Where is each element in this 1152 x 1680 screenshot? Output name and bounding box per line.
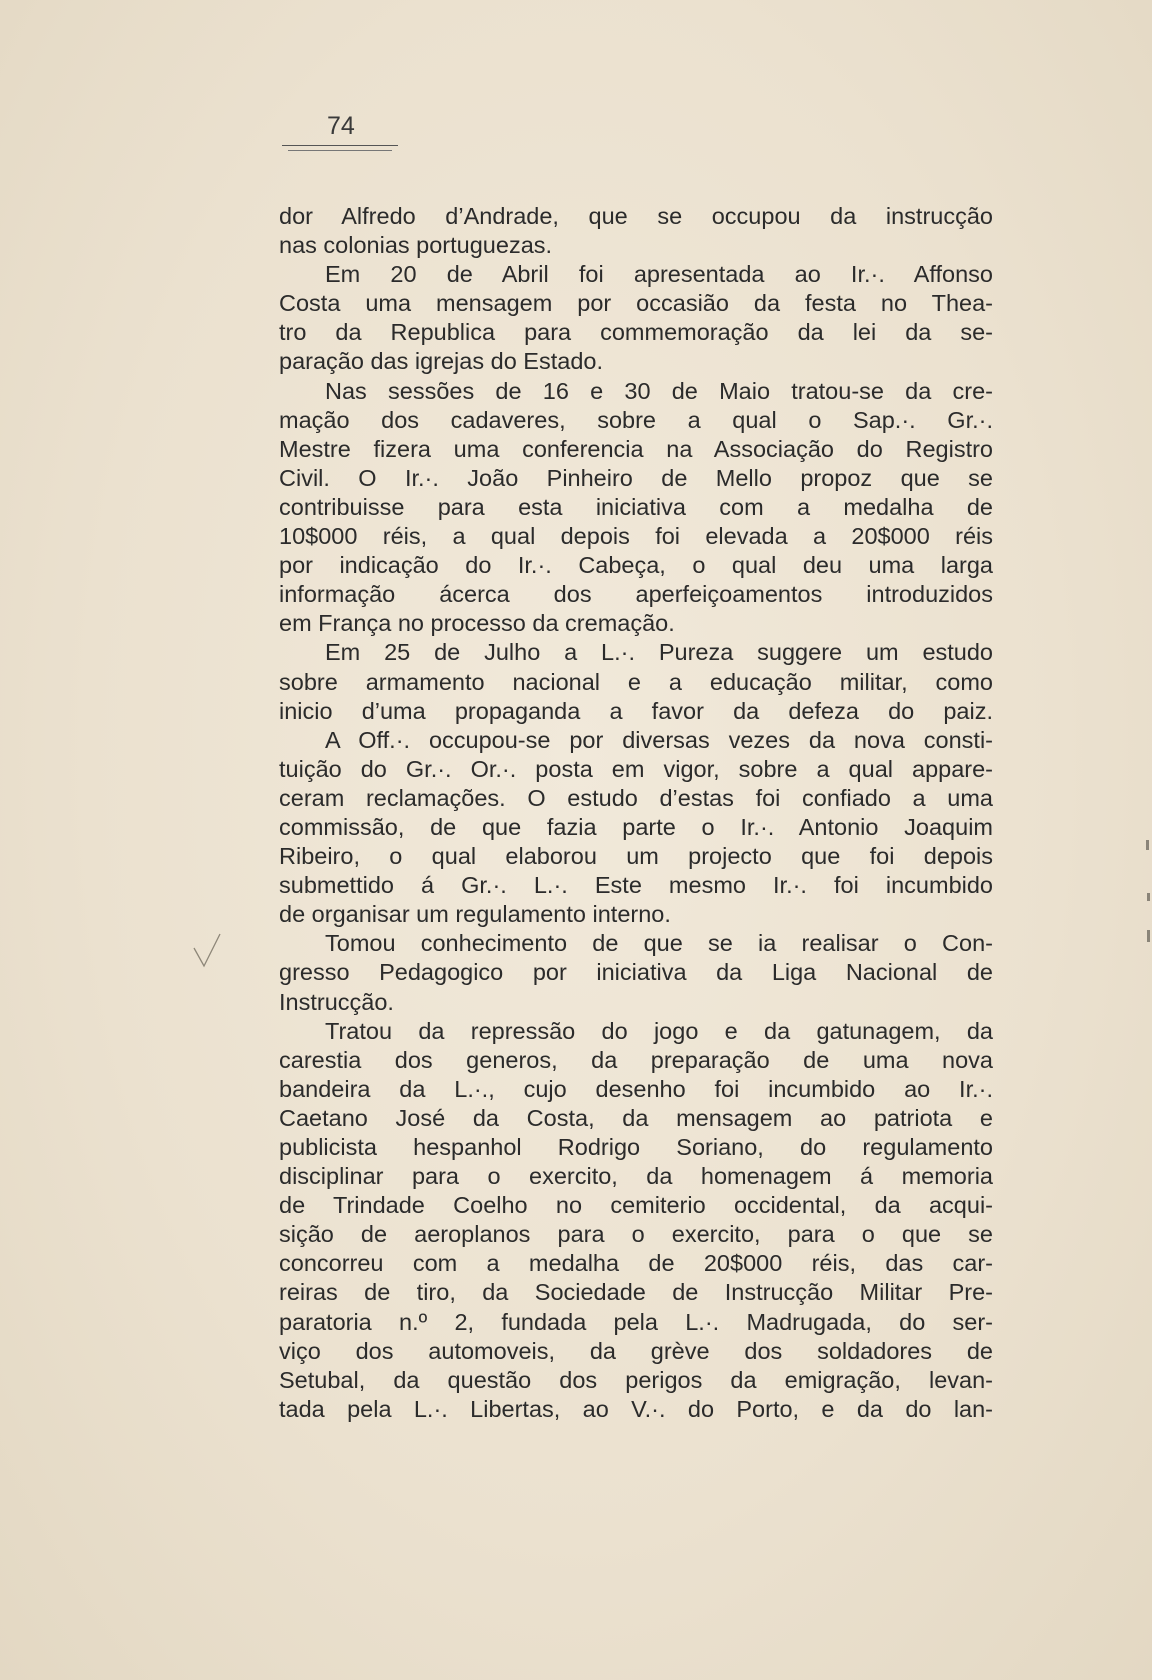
page-number: 74: [327, 112, 355, 140]
text-line: Instrucção.: [279, 988, 394, 1015]
edge-mark: [1146, 840, 1149, 850]
text-line: em França no processo da cremação.: [279, 610, 675, 637]
text-line: viço dos automoveis, da grève dos soldadores de: [279, 1337, 993, 1364]
text-line: concorreu com a medalha de 20$000 réis, das car-: [279, 1250, 993, 1277]
text-line: Civil. O Ir.·. João Pinheiro de Mello propoz que se: [279, 464, 993, 491]
text-line: reiras de tiro, da Sociedade de Instrucção Militar Pre-: [279, 1279, 993, 1306]
text-line: ceram reclamações. O estudo d’estas foi confiado a uma: [279, 784, 993, 811]
text-line: Nas sessões de 16 e 30 de Maio tratou-se da cre-: [325, 377, 993, 404]
page-number-rule-lower: [288, 150, 392, 151]
text-line: carestia dos generos, da preparação de uma nova: [279, 1046, 993, 1073]
edge-mark: [1147, 930, 1150, 942]
text-line: Costa uma mensagem por occasião da festa no Thea-: [279, 290, 993, 317]
text-line: de Trindade Coelho no cemiterio occidental, da acqui-: [279, 1192, 993, 1219]
text-line: tro da Republica para commemoração da lei da se-: [279, 319, 993, 346]
text-line: gresso Pedagogico por iniciativa da Liga Nacional de: [279, 959, 993, 986]
text-line: Tomou conhecimento de que se ia realisar o Con-: [325, 930, 993, 957]
text-line: Ribeiro, o qual elaborou um projecto que foi depois: [279, 843, 993, 870]
text-line: mação dos cadaveres, sobre a qual o Sap.·. Gr.·.: [279, 406, 993, 433]
text-line: Setubal, da questão dos perigos da emigração, levan-: [279, 1366, 993, 1393]
text-line: Caetano José da Costa, da mensagem ao patriota e: [279, 1104, 993, 1131]
text-line: 10$000 réis, a qual depois foi elevada a 20$000 réis: [279, 523, 993, 550]
edge-mark: [1147, 893, 1150, 901]
text-line: Tratou da repressão do jogo e da gatunagem, da: [325, 1017, 993, 1044]
text-line: paratoria n.º 2, fundada pela L.·. Madrugada, do ser-: [279, 1308, 993, 1335]
text-line: paração das igrejas do Estado.: [279, 348, 603, 375]
text-line: Em 20 de Abril foi apresentada ao Ir.·. Affonso: [325, 261, 993, 288]
text-line: A Off.·. occupou-se por diversas vezes da nova consti-: [325, 726, 993, 753]
text-line: disciplinar para o exercito, da homenagem á memoria: [279, 1163, 993, 1190]
text-line: contribuisse para esta iniciativa com a medalha de: [279, 493, 993, 520]
body-text: [279, 202, 993, 1424]
text-line: publicista hespanhol Rodrigo Soriano, do regulamento: [279, 1134, 993, 1160]
text-line: informação ácerca dos aperfeiçoamentos introduzidos: [279, 581, 993, 608]
text-line: nas colonias portuguezas.: [279, 232, 553, 259]
text-line: submettido á Gr.·. L.·. Este mesmo Ir.·. foi incumbido: [279, 872, 993, 899]
text-line: tada pela L.·. Libertas, ao V.·. do Porto, e da do lan-: [279, 1395, 993, 1422]
text-line: inicio d’uma propaganda a favor da defeza do paiz.: [279, 697, 993, 724]
text-line: Mestre fizera uma conferencia na Associação do Registro: [279, 435, 993, 462]
page-number-rule: [282, 145, 398, 146]
text-line: Em 25 de Julho a L.·. Pureza suggere um estudo: [325, 639, 993, 666]
text-line: bandeira da L.·., cujo desenho foi incumbido ao Ir.·.: [279, 1075, 993, 1102]
text-line: commissão, de que fazia parte o Ir.·. Antonio Joaquim: [279, 813, 993, 840]
text-line: de organisar um regulamento interno.: [279, 901, 671, 928]
pencil-check-mark-icon: [192, 932, 222, 972]
text-line: dor Alfredo d’Andrade, que se occupou da instrucção: [279, 203, 993, 229]
text-line: por indicação do Ir.·. Cabeça, o qual deu uma larga: [279, 552, 993, 579]
text-line: tuição do Gr.·. Or.·. posta em vigor, sobre a qual appare-: [279, 755, 993, 782]
text-line: sição de aeroplanos para o exercito, para o que se: [279, 1221, 993, 1248]
text-line: sobre armamento nacional e a educação militar, como: [279, 668, 993, 695]
